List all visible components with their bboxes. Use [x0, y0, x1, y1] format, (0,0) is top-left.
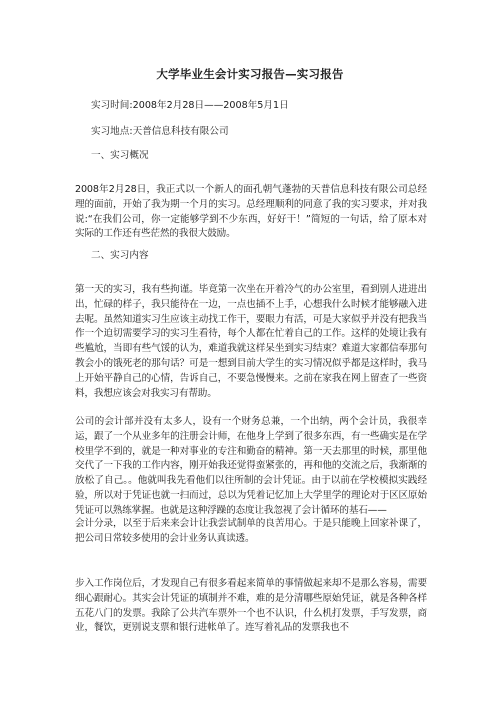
- overview-paragraph: 2008年2月28日，我正式以一个新人的面孔朝气蓬勃的天普信息科技有限公司总经理的面前，开始了我为期一个月的实习。总经理顺利的同意了我的实习要求，并对我说:“在我们公司，你一定能够学到不少东西，好好干！”简短的一句话，给了原本对实际的工作还有些茫然的我很大鼓励。: [75, 184, 427, 240]
- internship-time: 实习时间:2008年2月28日——2008年5月1日: [91, 100, 289, 111]
- document-title: 大学毕业生会计实习报告—实习报告: [156, 67, 344, 81]
- content-paragraph-first-day: 第一天的实习，我有些拘谨。毕竟第一次坐在开着冷气的办公室里，看到别人进进出出，忙碌的样子，我只能待在一边，一点也插不上手，心想我什么时候才能够融入进去呢。虽然知道实习生应该主动找工作干，要眼力有活，可是大家似乎并没有把我当作一个迫切需要学习的实习生看待，每个人都在忙着自己的工作。这样的处境让我有些尴尬，当即有些气馁的认为，难道我就这样呆坐到实习结束？难道大家都信奉那句教会小的饿死老的那句话？可是一想到目前大学生的实习情况似乎都是这样时，我马上开始平静自己的心情，告诉自己，不要急慢慢来。之前在家我在网上留查了一些资料，我想应该会对我实习有帮助。: [75, 284, 427, 399]
- section-heading-overview: 一、实习概况: [91, 150, 149, 161]
- content-paragraph-workplace: 步入工作岗位后，才发现自己有很多看起来简单的事情做起来却不是那么容易，需要细心跟耐心。其实会计凭证的填制并不难，难的是分清哪些原始凭证，就是各种各样五花八门的发票。我除了公共汽车票外一个也不认识，什么机打发票，手写发票，商业，餐饮，更别说支票和银行进帐单了。连写着礼品的发票我也不: [75, 578, 427, 634]
- content-paragraph-accounting-dept: 公司的会计部并没有太多人，设有一个财务总兼，一个出纳，两个会计员，我很幸运，跟了一个从业多年的注册会计师，在他身上学到了很多东西，有一些确实是在学校里学不到的，就是一种对事业的专注和勤奋的精神。第一天去那里的时候，那里他交代了一下我的工作内容，刚开始我还觉得蛮紧张的，再和他的交流之后，我渐渐的放松了自己。。他就叫我先看他们以往所制的会计凭证。由于以前在学校模拟实践经验，所以对于凭证也就一扫而过，总以为凭着记忆加上大学里学的理论对于区区原始凭证可以熟练掌握。也就是这种浮躁的态度让我忽视了会计循环的基石——: [75, 416, 427, 516]
- internship-location: 实习地点:天普信息科技有限公司: [91, 126, 229, 137]
- section-heading-content: 二、实习内容: [91, 250, 149, 261]
- content-paragraph-accounting-dept-continued: 会计分录，以至于后来来会计让我尝试制单的良苦用心。于是只能晚上回家补课了，把公司日常较多使用的会计业务认真读透。: [75, 518, 427, 544]
